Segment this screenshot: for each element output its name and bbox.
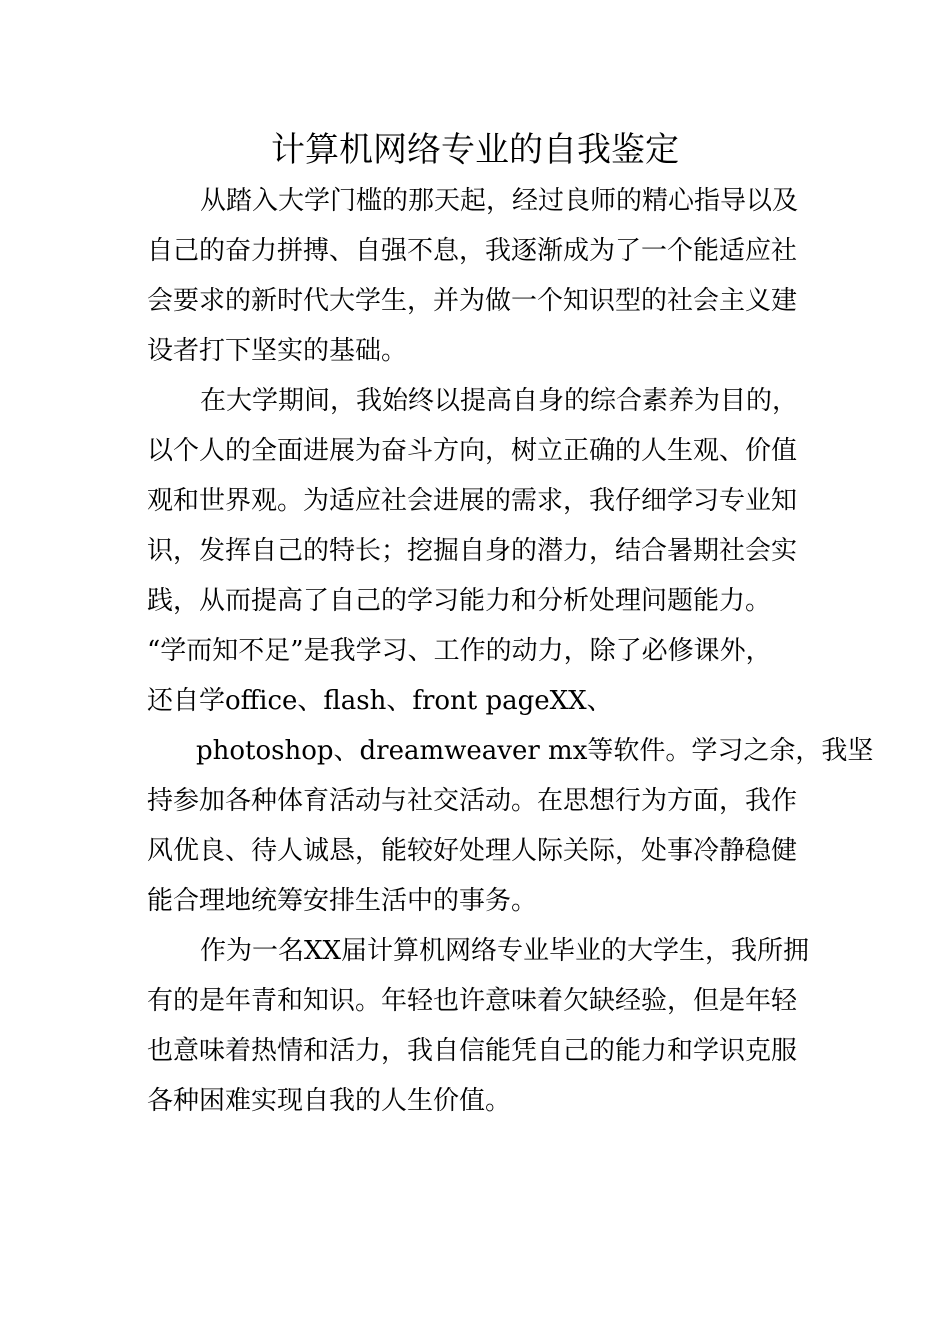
text-line: 作为一名XX届计算机网络专业毕业的大学生，我所拥 bbox=[200, 936, 810, 966]
text-line: 从踏入大学门槛的那天起，经过良师的精心指导以及 bbox=[200, 186, 799, 216]
text-line: 在大学期间，我始终以提高自身的综合素养为目的， bbox=[200, 386, 799, 416]
text-line: 自己的奋力拼搏、自强不息，我逐渐成为了一个能适应社 bbox=[147, 236, 798, 266]
text-line: 会要求的新时代大学生，并为做一个知识型的社会主义建 bbox=[147, 286, 798, 316]
text-line: 各种困难实现自我的人生价值。 bbox=[147, 1086, 512, 1116]
text-line: 以个人的全面进展为奋斗方向，树立正确的人生观、价值 bbox=[147, 436, 798, 466]
text-line: 识，发挥自己的特长；挖掘自身的潜力，结合暑期社会实 bbox=[147, 536, 798, 566]
text-line: photoshop、dreamweaver mx等软件。学习之余，我坚 bbox=[196, 736, 874, 766]
text-line: 持参加各种体育活动与社交活动。在思想行为方面，我作 bbox=[147, 786, 798, 816]
text-line: “学而知不足”是我学习、工作的动力，除了必修课外， bbox=[147, 636, 772, 666]
text-line: 有的是年青和知识。年轻也许意味着欠缺经验，但是年轻 bbox=[147, 986, 798, 1016]
text-line: 践，从而提高了自己的学习能力和分析处理问题能力。 bbox=[147, 586, 772, 616]
document-title: 计算机网络专业的自我鉴定 bbox=[271, 130, 679, 170]
text-line: 观和世界观。为适应社会进展的需求，我仔细学习专业知 bbox=[147, 486, 798, 516]
text-line: 风优良、待人诚恳，能较好处理人际关际，处事冷静稳健 bbox=[147, 836, 798, 866]
text-line: 也意味着热情和活力，我自信能凭自己的能力和学识克服 bbox=[147, 1036, 798, 1066]
text-line: 还自学office、flash、front pageXX、 bbox=[147, 686, 613, 716]
text-line: 能合理地统筹安排生活中的事务。 bbox=[147, 886, 538, 916]
text-line: 设者打下坚实的基础。 bbox=[147, 336, 408, 366]
